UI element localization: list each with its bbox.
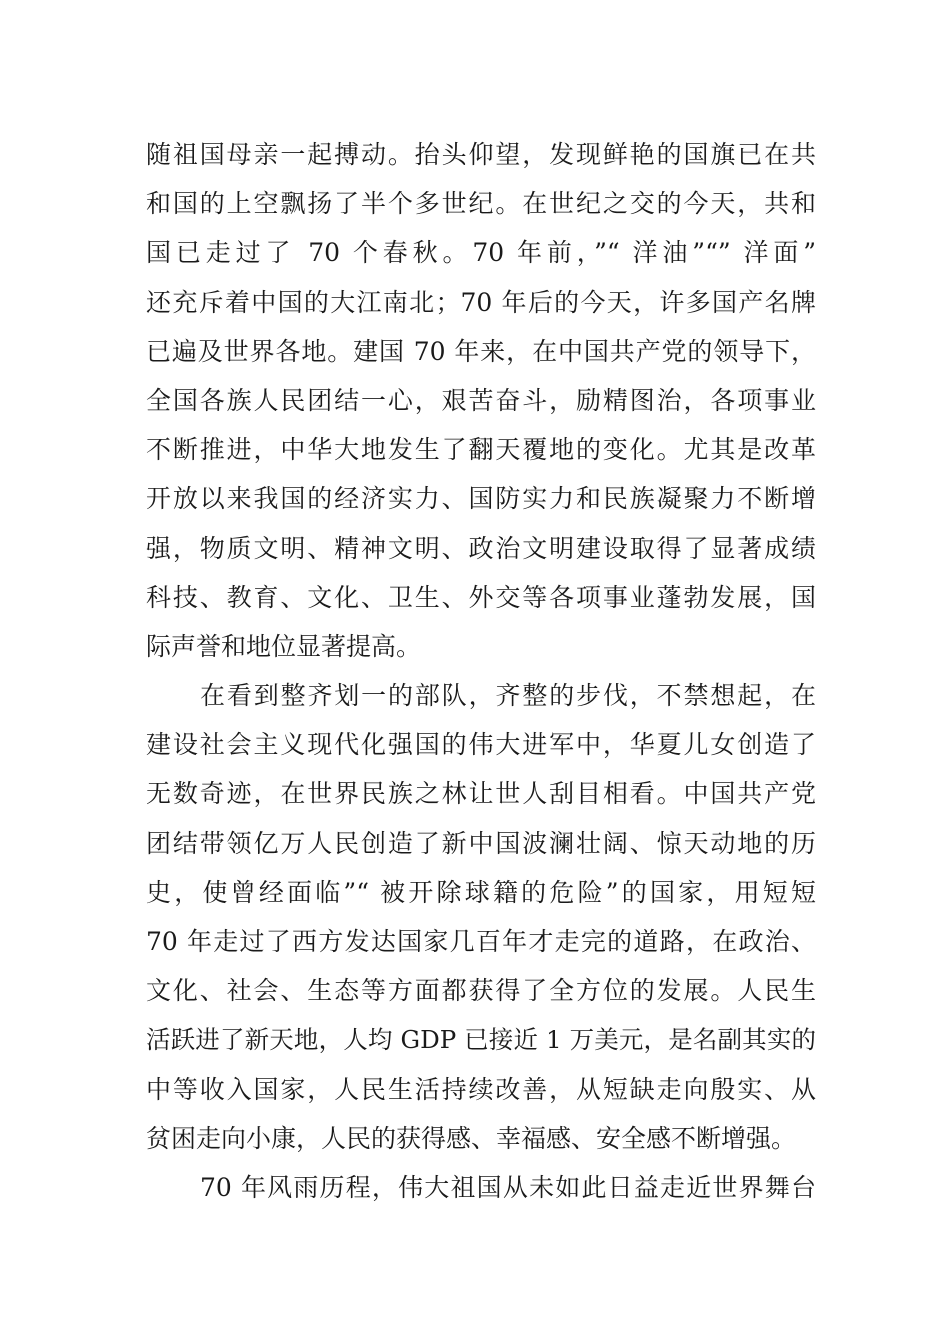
text-line: 贫困走向小康，人民的获得感、幸福感、安全感不断增强。 [146,1123,797,1153]
text-line: 强，物质文明、精神文明、政治文明建设取得了显著成绩 [146,533,816,563]
text-line: 全国各族人民团结一心，艰苦奋斗，励精图治，各项事业 [146,385,816,415]
text-line: 开放以来我国的经济实力、国防实力和民族凝聚力不断增 [146,484,816,514]
text-line: 70 年走过了西方发达国家几百年才走完的道路，在政治、 [146,927,816,956]
text-line: 建设社会主义现代化强国的伟大进军中，华夏儿女创造了 [146,730,816,760]
text-line: 史，使曾经面临”“ 被开除球籍的危险”的国家，用短短 [146,877,816,907]
text-line: 文化、社会、生态等方面都获得了全方位的发展。人民生 [146,976,816,1006]
text-line: 际声誉和地位显著提高。 [146,631,422,661]
text-line: 和国的上空飘扬了半个多世纪。在世纪之交的今天，共和 [146,189,816,219]
text-line: 国已走过了 70 个春秋。70 年前，”“ 洋油”“” 洋面” [146,238,816,268]
text-line: 活跃进了新天地，人均 GDP 已接近 1 万美元，是名副其实的 [146,1025,816,1055]
text-line: 随祖国母亲一起搏动。抬头仰望，发现鲜艳的国旗已在共 [146,140,816,169]
paragraph-first-line: 70 年风雨历程，伟大祖国从未如此日益走近世界舞台 [200,1172,816,1202]
body-text [146,130,816,1212]
text-line: 不断推进，中华大地发生了翻天覆地的变化。尤其是改革 [146,435,816,465]
text-line: 中等收入国家，人民生活持续改善，从短缺走向殷实、从 [146,1074,816,1104]
text-line: 团结带领亿万人民创造了新中国波澜壮阔、惊天动地的历 [146,828,816,858]
text-line: 已遍及世界各地。建国 70 年来，在中国共产党的领导下， [146,336,816,366]
paragraph-first-line: 在看到整齐划一的部队，齐整的步伐，不禁想起，在 [200,681,816,711]
text-line: 还充斥着中国的大江南北；70 年后的今天，许多国产名牌 [146,287,816,317]
text-line: 科技、教育、文化、卫生、外交等各项事业蓬勃发展，国 [146,582,816,612]
text-line: 无数奇迹，在世界民族之林让世人刮目相看。中国共产党 [146,779,816,809]
